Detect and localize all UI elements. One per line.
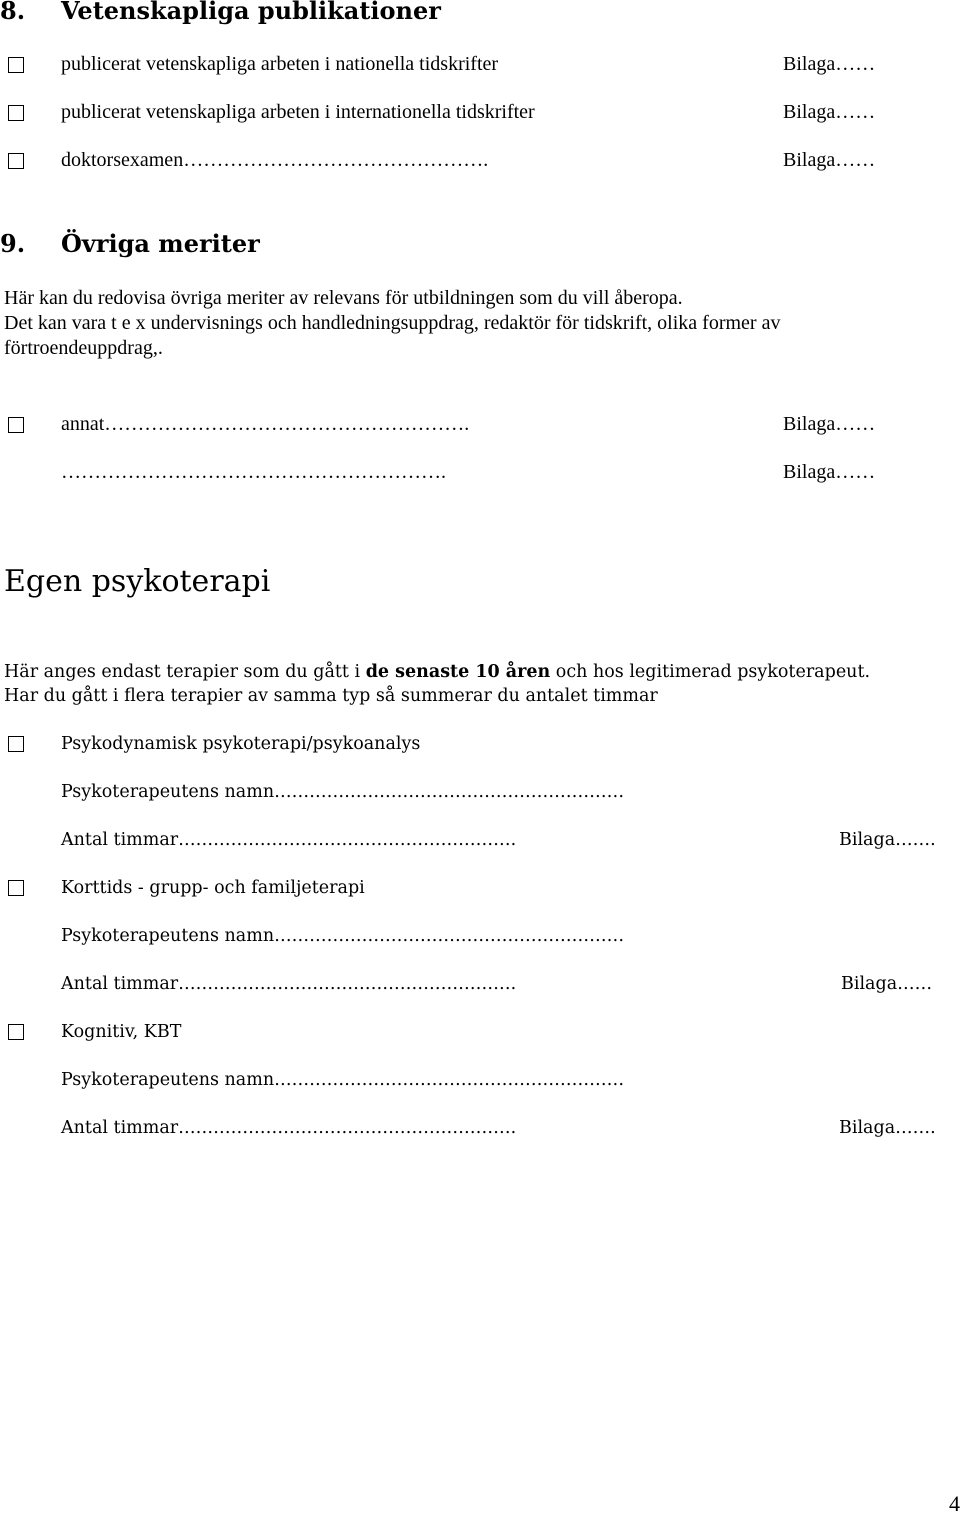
section-9-title: Övriga meriter — [61, 229, 260, 258]
therapy-intro-line2: Har du gått i flera terapier av samma typ så summerar du antalet timmar — [4, 686, 658, 706]
hours-short-term[interactable]: Antal timmar…………………………………………………. — [61, 974, 517, 994]
label-international-journals: publicerat vetenskapliga arbeten i internationella tidskrifter — [61, 101, 535, 123]
therapy-intro-post: och hos legitimerad psykoterapeut. — [550, 662, 871, 682]
therapist-name-psychodynamic[interactable]: Psykoterapeutens namn…………………………………………………… — [61, 782, 625, 802]
checkbox-doctorate[interactable] — [8, 153, 24, 169]
section-9-description-line3: förtroendeuppdrag,. — [4, 337, 163, 359]
bilaga-annat[interactable]: Bilaga…… — [783, 413, 876, 435]
hours-cbt[interactable]: Antal timmar…………………………………………………. — [61, 1118, 517, 1138]
bilaga-doctorate[interactable]: Bilaga…… — [783, 149, 876, 171]
label-national-journals: publicerat vetenskapliga arbeten i nationella tidskrifter — [61, 53, 499, 75]
checkbox-international-journals[interactable] — [8, 105, 24, 121]
label-doctorate: doktorsexamen………………………………………. — [61, 149, 489, 171]
checkbox-short-term-group-family[interactable] — [8, 880, 24, 896]
therapy-intro-pre: Här anges endast terapier som du gått i — [4, 662, 366, 682]
label-short-term-group-family: Korttids - grupp- och familjeterapi — [61, 878, 365, 898]
bilaga-national-journals[interactable]: Bilaga…… — [783, 53, 876, 75]
label-psychodynamic: Psykodynamisk psykoterapi/psykoanalys — [61, 734, 421, 754]
therapy-intro-line1 — [4, 662, 870, 682]
section-8-heading — [0, 0, 700, 28]
bilaga-cbt[interactable]: Bilaga……. — [839, 1118, 936, 1138]
label-annat-extra[interactable]: …………………………………………………. — [61, 461, 446, 483]
hours-psychodynamic[interactable]: Antal timmar…………………………………………………. — [61, 830, 517, 850]
checkbox-national-journals[interactable] — [8, 57, 24, 73]
label-cbt: Kognitiv, KBT — [61, 1022, 182, 1042]
therapy-intro-bold: de senaste 10 åren — [365, 662, 551, 682]
section-9-description-line1: Här kan du redovisa övriga meriter av relevans för utbildningen som du vill åberopa. — [4, 287, 683, 309]
therapy-heading: Egen psykoterapi — [4, 564, 271, 599]
bilaga-international-journals[interactable]: Bilaga…… — [783, 101, 876, 123]
section-9-number: 9. — [0, 229, 26, 258]
section-8-number: 8. — [0, 0, 26, 25]
bilaga-short-term[interactable]: Bilaga…… — [841, 974, 933, 994]
page-number: 4 — [949, 1491, 960, 1516]
checkbox-cbt[interactable] — [8, 1024, 24, 1040]
bilaga-psychodynamic[interactable]: Bilaga……. — [839, 830, 936, 850]
checkbox-psychodynamic[interactable] — [8, 736, 24, 752]
section-9-heading — [0, 229, 700, 261]
therapist-name-short-term[interactable]: Psykoterapeutens namn…………………………………………………… — [61, 926, 625, 946]
bilaga-annat-extra[interactable]: Bilaga…… — [783, 461, 876, 483]
label-annat: annat………………………………………………. — [61, 413, 470, 435]
checkbox-annat[interactable] — [8, 417, 24, 433]
section-9-description-line2: Det kan vara t e x undervisnings och handledningsuppdrag, redaktör för tidskrift, olika former av — [4, 312, 781, 334]
section-8-title: Vetenskapliga publikationer — [61, 0, 441, 25]
therapist-name-cbt[interactable]: Psykoterapeutens namn…………………………………………………… — [61, 1070, 625, 1090]
